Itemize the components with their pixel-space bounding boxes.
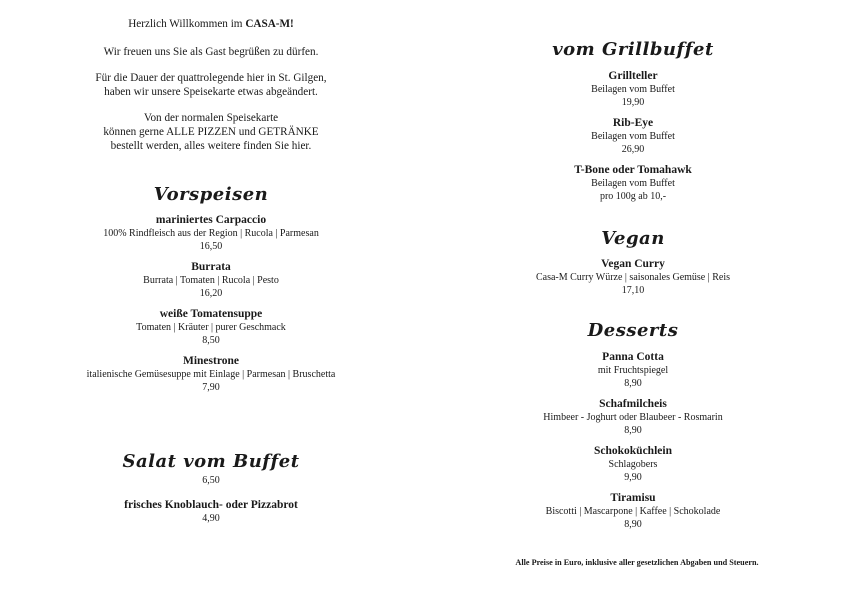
item-description: Tomaten | Kräuter | purer Geschmack [136, 322, 286, 333]
item-name: weiße Tomatensuppe [159, 308, 263, 320]
menu-item [503, 70, 763, 109]
menu-item [60, 214, 362, 253]
section-heading-grill: vom Grillbuffet [552, 39, 714, 60]
item-name: Schafmilcheis [599, 398, 667, 410]
menu-item [60, 355, 362, 394]
intro-line: können gerne ALLE PIZZEN und GETRÄNKE [103, 126, 319, 138]
item-name: frisches Knoblauch- oder Pizzabrot [124, 499, 298, 511]
item-price: 7,90 [202, 382, 220, 393]
section-heading-salat: Salat vom Buffet [122, 451, 300, 472]
item-description: Beilagen vom Buffet [591, 131, 675, 142]
item-name: Schokoküchlein [594, 445, 672, 457]
menu-item [503, 398, 763, 437]
item-price: 8,90 [624, 425, 642, 436]
item-price: pro 100g ab 10,- [599, 191, 667, 202]
item-price: 17,10 [621, 285, 645, 296]
welcome-prefix: Herzlich Willkommen im [128, 18, 246, 30]
section-heading-vorspeisen: Vorspeisen [153, 184, 269, 205]
menu-item [503, 492, 763, 531]
item-description: Beilagen vom Buffet [591, 178, 675, 189]
item-name: Panna Cotta [602, 351, 664, 363]
item-price: 26,90 [621, 144, 645, 155]
item-price: 16,50 [199, 241, 223, 252]
item-description: Burrata | Tomaten | Rucola | Pesto [143, 275, 279, 286]
item-price: 8,90 [624, 378, 642, 389]
item-description: Schlagobers [608, 459, 658, 470]
intro-line: haben wir unsere Speisekarte etwas abgeändert. [104, 86, 318, 98]
item-price: 8,90 [624, 519, 642, 530]
item-price: 8,50 [202, 335, 220, 346]
brand-name: CASA-M! [245, 18, 294, 30]
item-description: Biscotti | Mascarpone | Kaffee | Schokolade [545, 506, 721, 517]
item-description: Casa-M Curry Würze | saisonales Gemüse | Reis [535, 272, 731, 283]
welcome-line [60, 17, 362, 31]
item-name: Grillteller [608, 70, 658, 82]
menu-item [60, 261, 362, 300]
section-salat [60, 451, 362, 525]
intro-line: Für die Dauer der quattrolegende hier in St. Gilgen, [95, 72, 327, 84]
item-name: Vegan Curry [601, 258, 665, 270]
salat-price: 6,50 [202, 475, 220, 486]
section-vorspeisen [60, 184, 362, 394]
section-heading-vegan: Vegan [601, 228, 665, 249]
item-name: mariniertes Carpaccio [155, 214, 267, 226]
section-desserts [503, 320, 763, 531]
menu-item [60, 499, 362, 525]
item-description: italienische Gemüsesuppe mit Einlage | Parmesan | Bruschetta [86, 369, 336, 380]
menu-item [503, 258, 763, 297]
item-name: Minestrone [182, 355, 239, 367]
menu-item [503, 445, 763, 484]
intro-line: bestellt werden, alles weitere finden Sie hier. [110, 140, 312, 152]
section-grill [503, 39, 763, 203]
item-price: 9,90 [624, 472, 642, 483]
intro-line-greeting: Wir freuen uns Sie als Gast begrüßen zu dürfen. [103, 46, 319, 58]
item-name: Burrata [191, 261, 231, 273]
item-price: 4,90 [202, 513, 220, 524]
intro-text [60, 17, 362, 153]
item-description: 100% Rindfleisch aus der Region | Rucola | Parmesan [103, 228, 319, 239]
menu-item [60, 308, 362, 347]
item-description: Beilagen vom Buffet [591, 84, 675, 95]
intro-line: Von der normalen Speisekarte [143, 112, 279, 124]
item-name: Rib-Eye [612, 117, 654, 129]
item-name: T-Bone oder Tomahawk [574, 164, 692, 176]
section-heading-desserts: Desserts [587, 320, 679, 341]
menu-item [503, 164, 763, 203]
item-price: 19,90 [621, 97, 645, 108]
menu-item [503, 351, 763, 390]
price-footnote: Alle Preise in Euro, inklusive aller gesetzlichen Abgaben und Steuern. [515, 558, 759, 567]
menu-item [503, 117, 763, 156]
intro-paragraph-pizza [60, 111, 362, 153]
intro-paragraph-event [60, 71, 362, 99]
section-vegan [503, 228, 763, 297]
item-name: Tiramisu [610, 492, 656, 504]
item-description: mit Fruchtspiegel [597, 365, 669, 376]
item-description: Himbeer - Joghurt oder Blaubeer - Rosmarin [543, 412, 723, 423]
item-price: 16,20 [199, 288, 223, 299]
